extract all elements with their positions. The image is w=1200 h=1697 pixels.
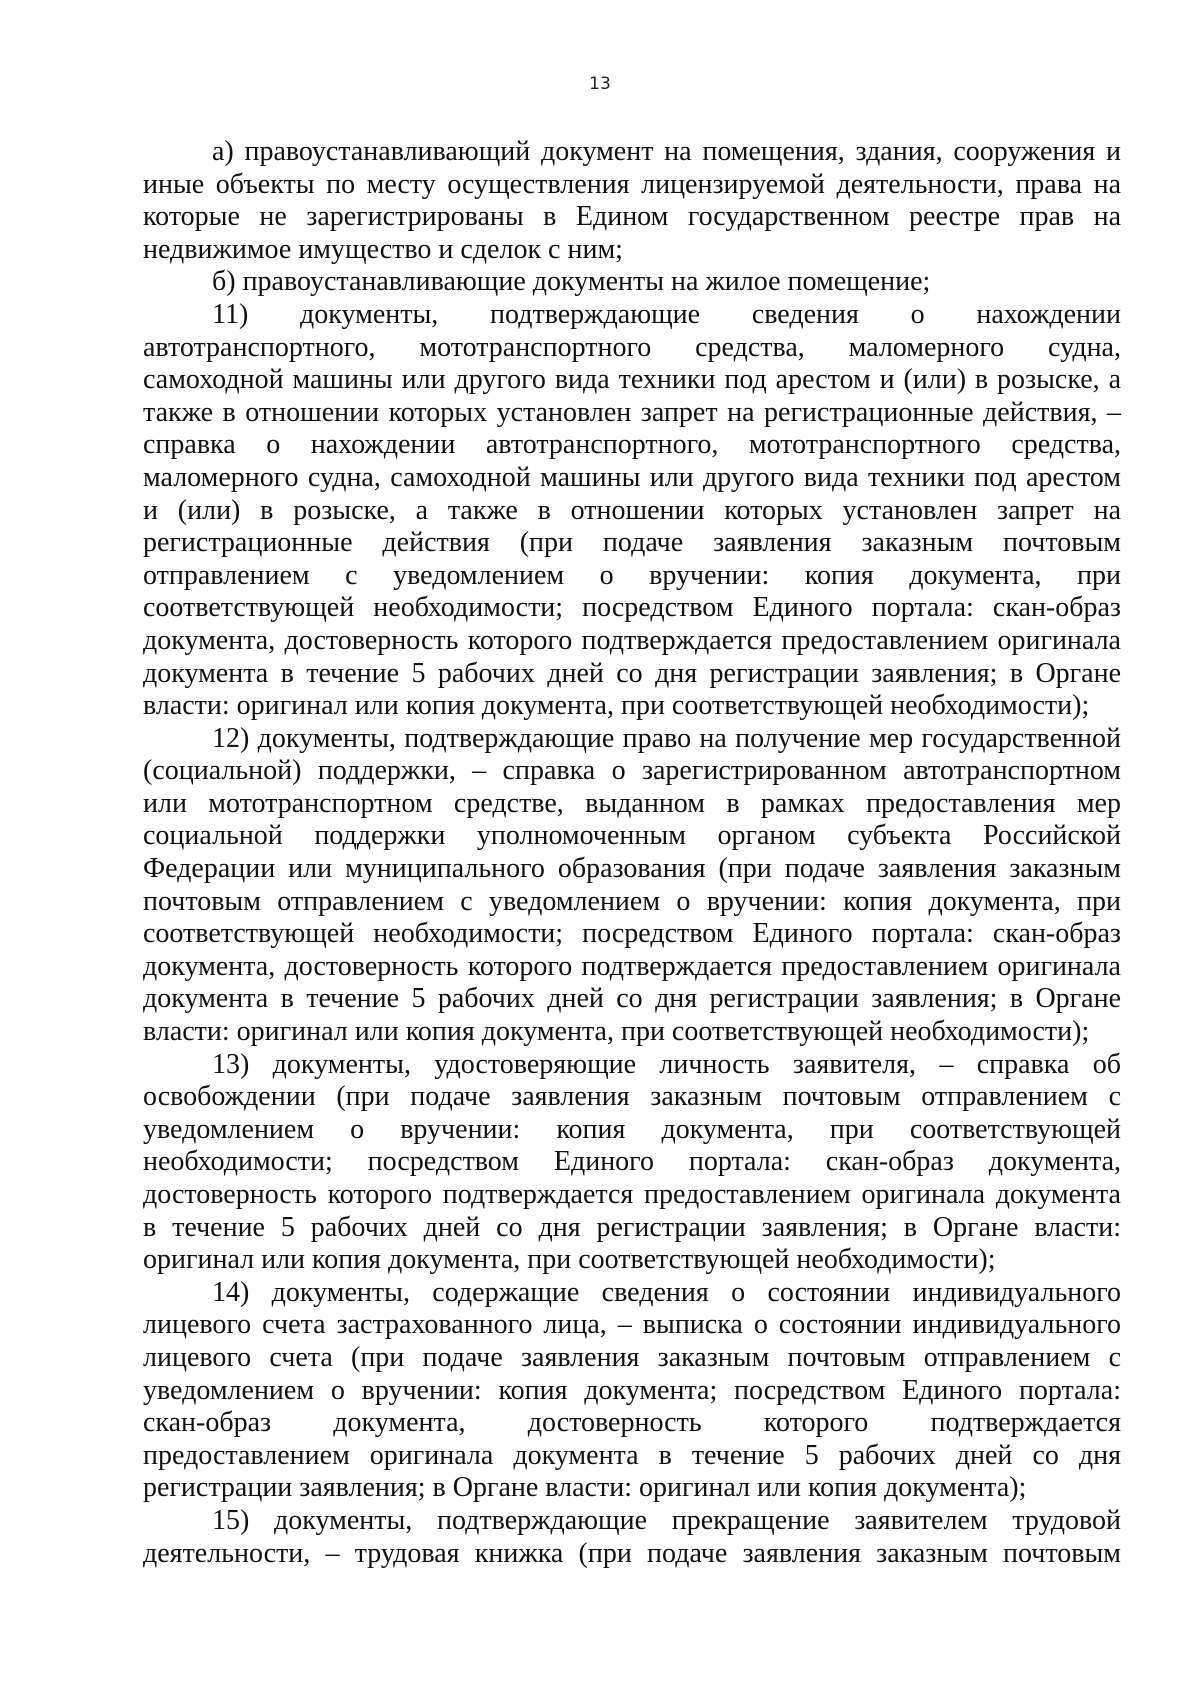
text-line: необходимости; посредством Единого портала: скан-образ документа, [143, 1146, 1121, 1178]
text-line: скан-образ документа, достоверность которого подтверждается [143, 1407, 1121, 1439]
document-body [143, 136, 1121, 1570]
text-line: документа в течение 5 рабочих дней со дня регистрации заявления; в Органе [143, 657, 1121, 689]
text-line: регистрационные действия (при подаче заявления заказным почтовым [143, 527, 1121, 559]
text-line: соответствующей необходимости; посредством Единого портала: скан-образ [143, 592, 1121, 624]
text-line: документа, достоверность которого подтверждается предоставлением оригинала [143, 624, 1121, 656]
text-line: документа, достоверность которого подтверждается предоставлением оригинала [143, 950, 1121, 982]
text-line: лицевого счета (при подаче заявления заказным почтовым отправлением с [143, 1341, 1121, 1373]
paragraph [143, 299, 1121, 723]
text-line: в течение 5 рабочих дней со дня регистрации заявления; в Органе власти: [143, 1211, 1121, 1243]
text-line: освобождении (при подаче заявления заказным почтовым отправлением с [143, 1081, 1121, 1113]
text-line: 11) документы, подтверждающие сведения о нахождении [212, 298, 1121, 330]
text-line: справка о нахождении автотранспортного, мототранспортного средства, [143, 429, 1121, 461]
text-line: и (или) в розыске, а также в отношении которых установлен запрет на [143, 494, 1121, 526]
text-line: лицевого счета застрахованного лица, – выписка о состоянии индивидуального [143, 1309, 1121, 1341]
text-line: уведомлением о вручении: копия документа; посредством Единого портала: [143, 1374, 1121, 1406]
text-line: также в отношении которых установлен запрет на регистрационные действия, – [143, 396, 1121, 428]
text-line: недвижимое имущество и сделок с ним; [143, 233, 623, 265]
text-line: уведомлением о вручении: копия документа, при соответствующей [143, 1113, 1121, 1145]
text-line: власти: оригинал или копия документа, при соответствующей необходимости); [143, 1016, 1090, 1048]
text-line: отправлением с уведомлением о вручении: копия документа, при [143, 559, 1121, 591]
text-line: а) правоустанавливающий документ на помещения, здания, сооружения и [212, 136, 1121, 167]
paragraph [143, 1277, 1121, 1505]
text-line: автотранспортного, мототранспортного средства, маломерного судна, [143, 331, 1121, 363]
text-line: маломерного судна, самоходной машины или другого вида техники под арестом [143, 461, 1121, 493]
text-line: регистрации заявления; в Органе власти: оригинал или копия документа); [143, 1472, 1027, 1504]
paragraph [143, 136, 1121, 266]
text-line: социальной поддержки уполномоченным органом субъекта Российской [143, 820, 1121, 852]
text-line: 14) документы, содержащие сведения о состоянии индивидуального [212, 1276, 1121, 1308]
text-line: самоходной машины или другого вида техники под арестом и (или) в розыске, а [143, 364, 1121, 396]
text-line: 15) документы, подтверждающие прекращение заявителем трудовой [212, 1504, 1121, 1536]
text-line: (социальной) поддержки, – справка о зарегистрированном автотранспортном [143, 755, 1121, 787]
text-line: которые не зарегистрированы в Едином государственном реестре прав на [143, 201, 1121, 233]
text-line: почтовым отправлением с уведомлением о вручении: копия документа, при [143, 885, 1121, 917]
paragraph [143, 723, 1121, 1049]
text-line: 13) документы, удостоверяющие личность заявителя, – справка об [212, 1048, 1121, 1080]
paragraph [143, 1049, 1121, 1277]
text-line: 12) документы, подтверждающие право на получение мер государственной [212, 722, 1121, 754]
text-line: оригинал или копия документа, при соответствующей необходимости); [143, 1244, 996, 1276]
text-line: б) правоустанавливающие документы на жилое помещение; [212, 266, 931, 298]
text-line: достоверность которого подтверждается предоставлением оригинала документа [143, 1179, 1121, 1210]
text-line: деятельности, – трудовая книжка (при подаче заявления заказным почтовым [143, 1537, 1121, 1569]
text-line: иные объекты по месту осуществления лицензируемой деятельности, права на [143, 168, 1121, 200]
text-line: Федерации или муниципального образования (при подаче заявления заказным [143, 853, 1121, 885]
text-line: документа в течение 5 рабочих дней со дня регистрации заявления; в Органе [143, 983, 1121, 1015]
paragraph [143, 1505, 1121, 1570]
page-number: 13 [589, 74, 611, 94]
text-line: или мототранспортном средстве, выданном в рамках предоставления мер [143, 787, 1121, 819]
text-line: предоставлением оригинала документа в течение 5 рабочих дней со дня [143, 1439, 1121, 1471]
text-line: власти: оригинал или копия документа, при соответствующей необходимости); [143, 690, 1090, 722]
text-line: соответствующей необходимости; посредством Единого портала: скан-образ [143, 918, 1121, 950]
paragraph [143, 266, 1121, 299]
